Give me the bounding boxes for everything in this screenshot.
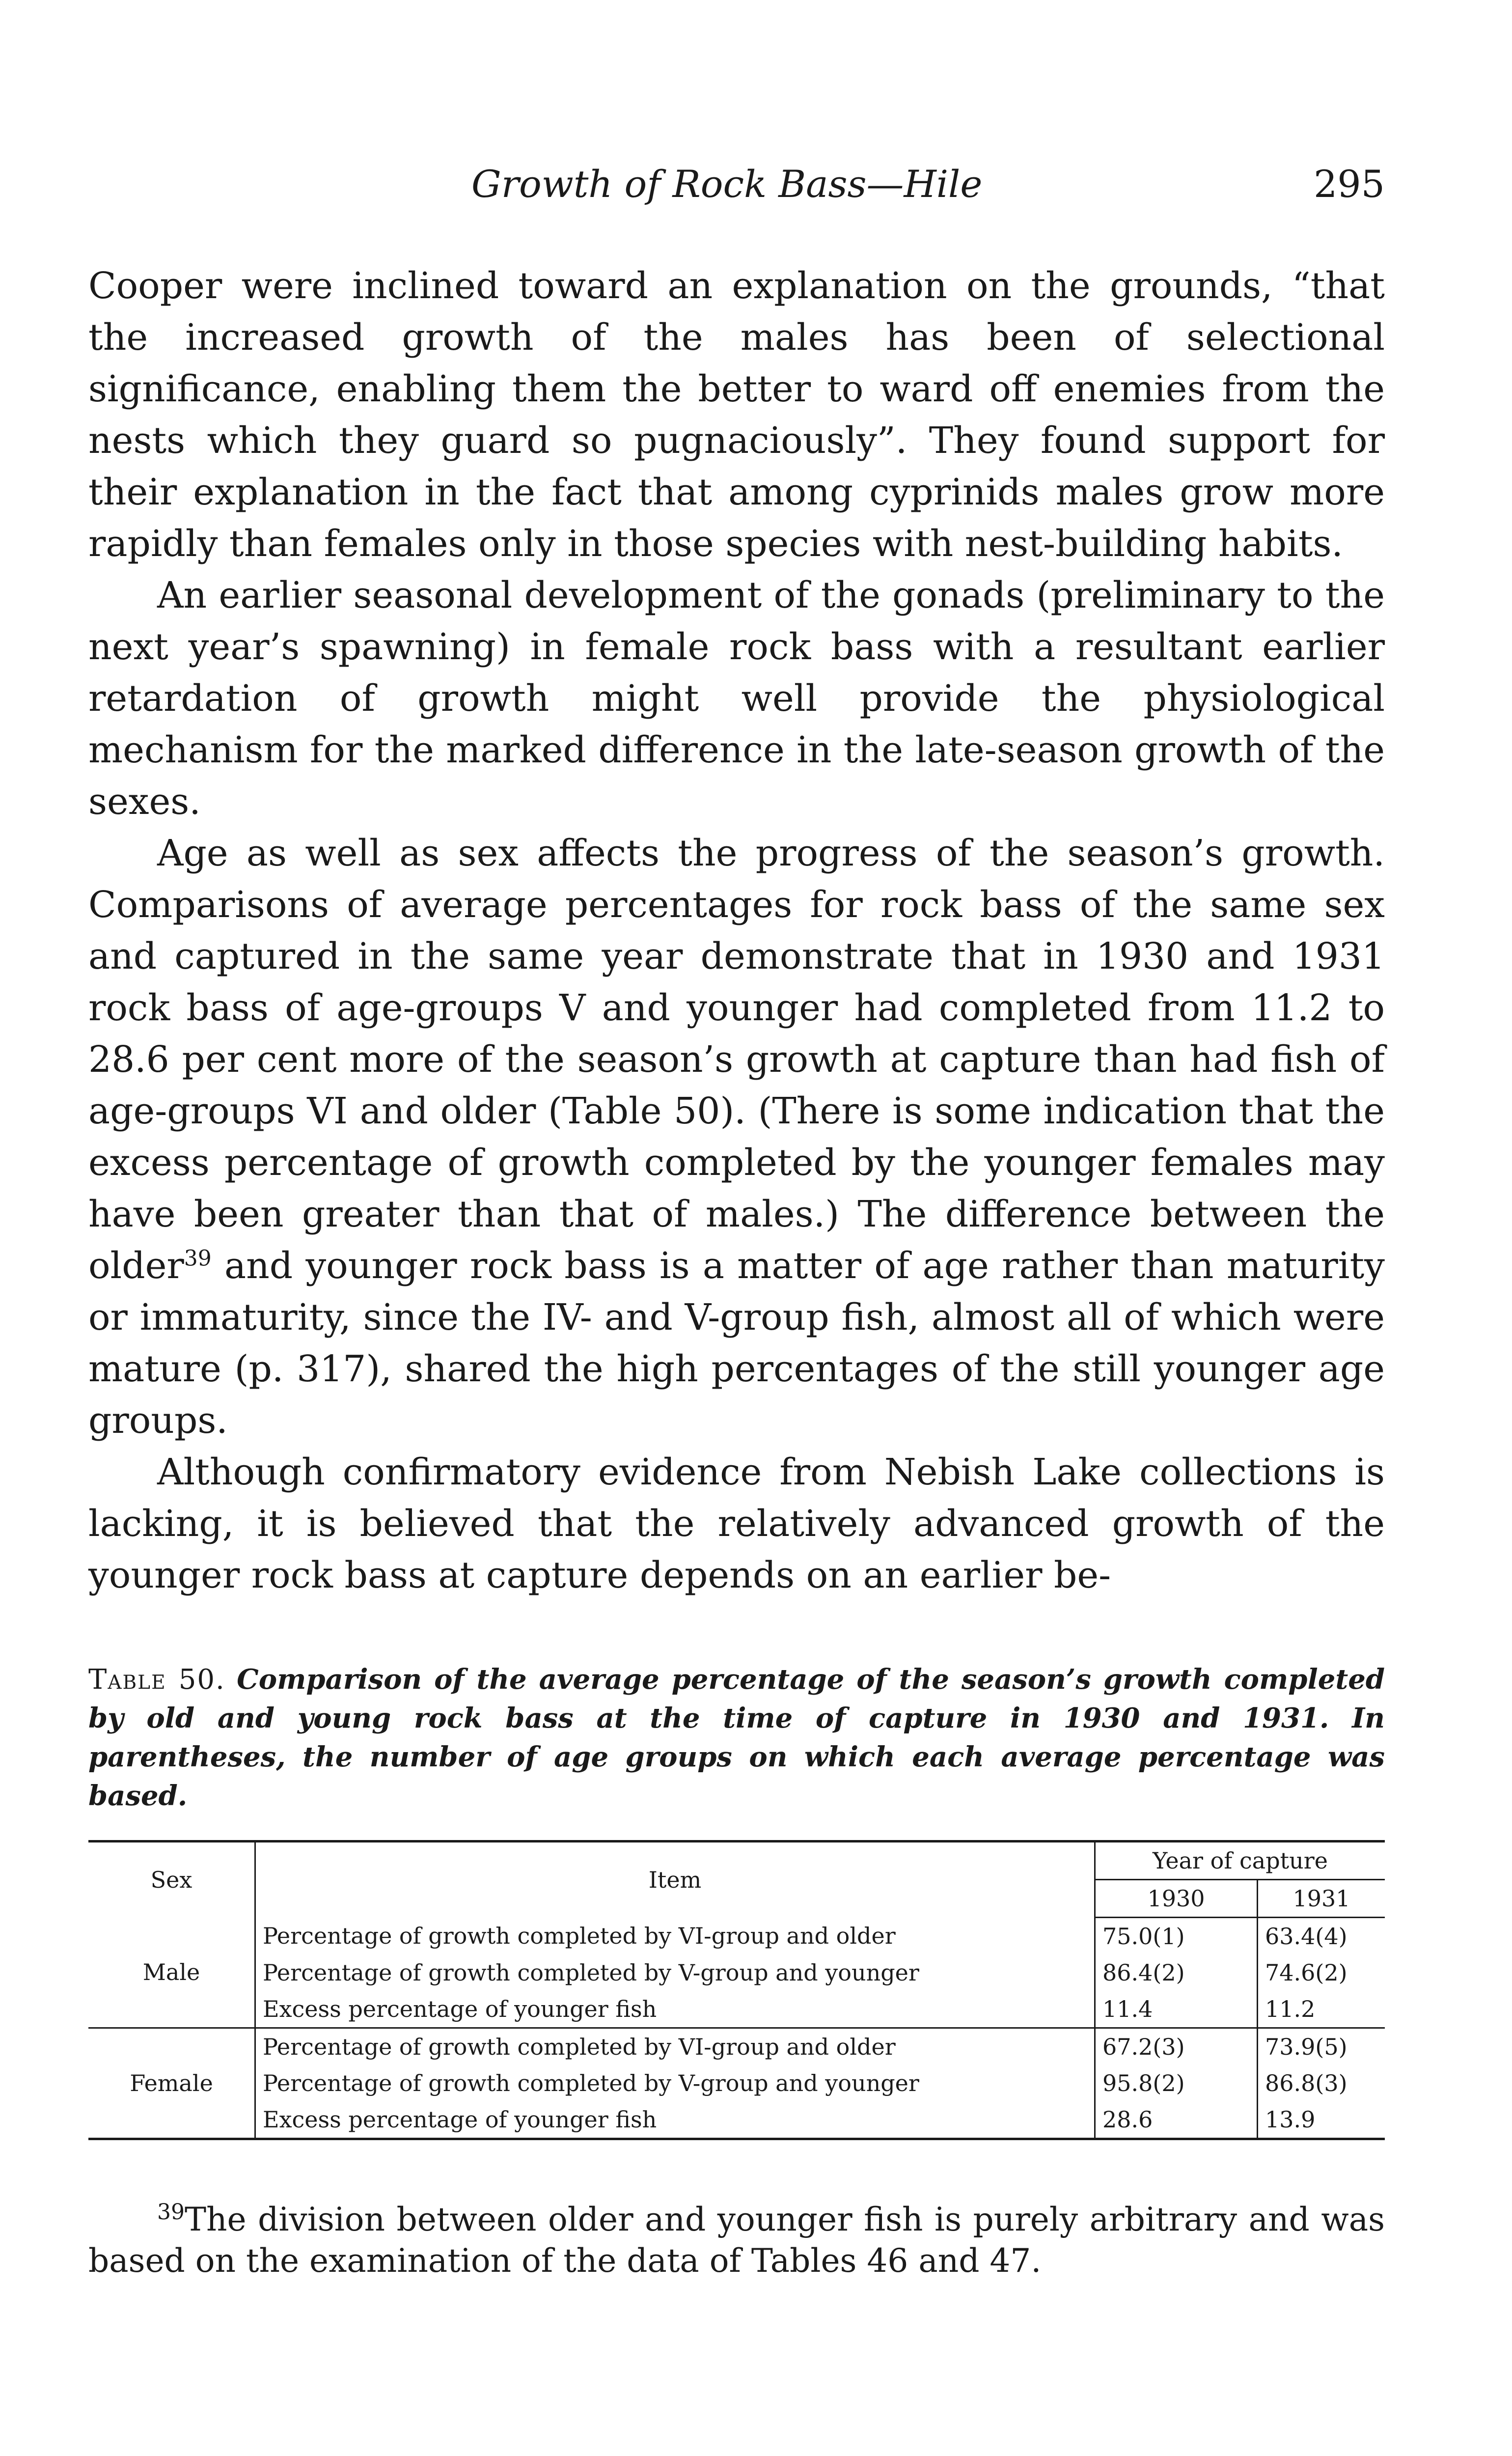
value-1930: 28.6 [1095,2101,1258,2139]
data-table [88,1840,1385,2140]
item-cell: Excess percentage of younger fish [255,1991,1095,2028]
paragraph-4: Although confirmatory evidence from Nebish Lake collections is lacking, it is believed that the relatively advanced growth of the younger rock bass at capture depends on an earlier be- [88,1451,1385,1596]
sex-cell-female: Female [88,2028,255,2139]
value-1930: 95.8(2) [1095,2065,1258,2101]
paragraph-3-part-b: and younger rock bass is a matter of age rather than maturity or immaturity, since the IV- and V-group fish, almost all of which were mature (p. 317), shared the high percentages of the still younger age groups. [88,1245,1385,1442]
footnote [88,2199,1385,2282]
value-1931: 73.9(5) [1258,2028,1385,2065]
paragraph-2: An earlier seasonal development of the gonads (preliminary to the next year’s spawning) in female rock bass with a resultant earlier retardation of growth might well provide the physiological mechanism for the marked difference in the late-season growth of the sexes. [88,574,1385,823]
value-1930: 11.4 [1095,1991,1258,2028]
item-cell: Percentage of growth completed by V-group and younger [255,2065,1095,2101]
item-cell: Percentage of growth completed by V-group and younger [255,1954,1095,1991]
value-1931: 13.9 [1265,2106,1316,2133]
item-cell: Excess percentage of younger fish [255,2101,1095,2139]
table-row [88,1918,1385,1955]
value-1930: 75.0(1) [1095,1918,1258,1955]
table-row [88,2065,1385,2101]
item-cell: Percentage of growth completed by VI-group and older [255,2028,1095,2065]
value-1931: 86.8(3) [1265,2070,1347,2096]
header-year-of-capture: Year of capture [1095,1842,1385,1880]
header-item: Item [255,1842,1095,1918]
running-title: Growth of Rock Bass—Hile [471,162,983,206]
item-cell: Percentage of growth completed by VI-group and older [255,1918,1095,1955]
paragraph-1: Cooper were inclined toward an explanation on the grounds, “that the increased growth of the males has been of selectional significance, enabling them the better to ward off enemies from the nests which they guard so pugnaciously”. They found support for their explanation in the fact that among cyprinids males grow more rapidly than females only in those species with nest-building habits. [88,265,1385,565]
table-row [88,1991,1385,2028]
value-1930: 67.2(3) [1095,2028,1258,2065]
header-1931: 1931 [1258,1880,1385,1918]
value-1930: 86.4(2) [1095,1954,1258,1991]
running-head [88,162,1385,216]
value-1931: 11.2 [1265,1996,1316,2022]
table-label: Table 50. [88,1664,225,1696]
table-caption [88,1660,1385,1815]
value-1931: 63.4(4) [1265,1923,1347,1950]
table-row [88,1954,1385,1991]
table-header-row [88,1842,1385,1880]
page-number: 295 [1313,162,1385,206]
value-1931: 74.6(2) [1265,1959,1347,1986]
footnote-number: 39 [157,2200,185,2225]
header-1930: 1930 [1095,1880,1258,1918]
table-row [88,2028,1385,2065]
paragraph-3-part-a: Age as well as sex affects the progress of the season’s growth. Comparisons of average percentages for rock bass of the same sex and captured in the same year demonstrate that in 1930 and 1931 rock bass of age-groups V and younger had completed from 11.2 to 28.6 per cent more of the season’s growth at capture than had fish of age-groups VI and older (Table 50). (There is some indication that the excess percentage of growth completed by the younger females may have been greater than that of males.) The difference between the older [88,832,1385,1287]
table-row [88,2101,1385,2139]
footnote-text: The division between older and younger fish is purely arbitrary and was based on the examination of the data of Tables 46 and 47. [88,2201,1385,2280]
body-text [88,260,1385,1601]
footnote-reference[interactable]: 39 [184,1246,212,1271]
header-sex: Sex [88,1842,255,1918]
page [88,162,1385,2314]
sex-cell-male: Male [88,1918,255,2028]
paragraph-3 [88,828,1385,1447]
table-caption-text: Comparison of the average percentage of the season’s growth completed by old and young rock bass at the time of capture in 1930 and 1931. In parentheses, the number of age groups on which each average percentage was based. [88,1663,1385,1812]
